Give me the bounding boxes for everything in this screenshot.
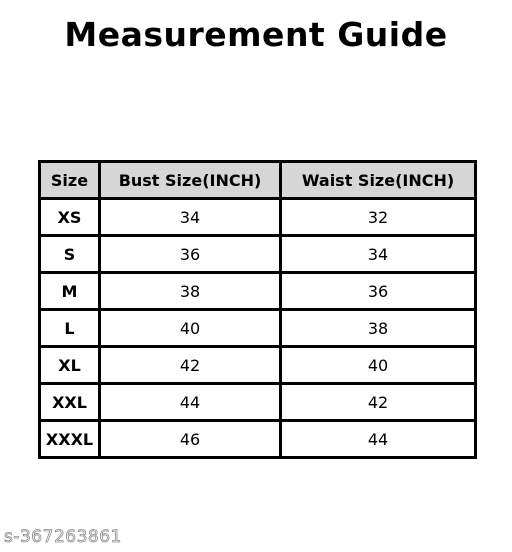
table-row bbox=[40, 310, 476, 347]
header-bust-size: Bust Size(INCH) bbox=[100, 162, 281, 199]
size-cell: S bbox=[40, 236, 100, 273]
size-cell: XS bbox=[40, 199, 100, 236]
waist-cell: 32 bbox=[281, 199, 476, 236]
table-header-row bbox=[40, 162, 476, 199]
waist-cell: 44 bbox=[281, 421, 476, 458]
bust-cell: 36 bbox=[100, 236, 281, 273]
header-waist-size: Waist Size(INCH) bbox=[281, 162, 476, 199]
table-row bbox=[40, 421, 476, 458]
table-row bbox=[40, 347, 476, 384]
bust-cell: 44 bbox=[100, 384, 281, 421]
size-cell: XXXL bbox=[40, 421, 100, 458]
table-row bbox=[40, 273, 476, 310]
waist-cell: 34 bbox=[281, 236, 476, 273]
size-cell: XXL bbox=[40, 384, 100, 421]
size-cell: L bbox=[40, 310, 100, 347]
table-row bbox=[40, 384, 476, 421]
bust-cell: 42 bbox=[100, 347, 281, 384]
size-cell: M bbox=[40, 273, 100, 310]
waist-cell: 40 bbox=[281, 347, 476, 384]
size-cell: XL bbox=[40, 347, 100, 384]
waist-cell: 42 bbox=[281, 384, 476, 421]
bust-cell: 46 bbox=[100, 421, 281, 458]
measurement-table bbox=[38, 160, 477, 459]
waist-cell: 36 bbox=[281, 273, 476, 310]
header-size: Size bbox=[40, 162, 100, 199]
table-row bbox=[40, 236, 476, 273]
bust-cell: 38 bbox=[100, 273, 281, 310]
bust-cell: 34 bbox=[100, 199, 281, 236]
watermark-text: s-367263861 bbox=[4, 527, 122, 547]
page-title: Measurement Guide bbox=[64, 15, 448, 54]
bust-cell: 40 bbox=[100, 310, 281, 347]
table-row bbox=[40, 199, 476, 236]
waist-cell: 38 bbox=[281, 310, 476, 347]
